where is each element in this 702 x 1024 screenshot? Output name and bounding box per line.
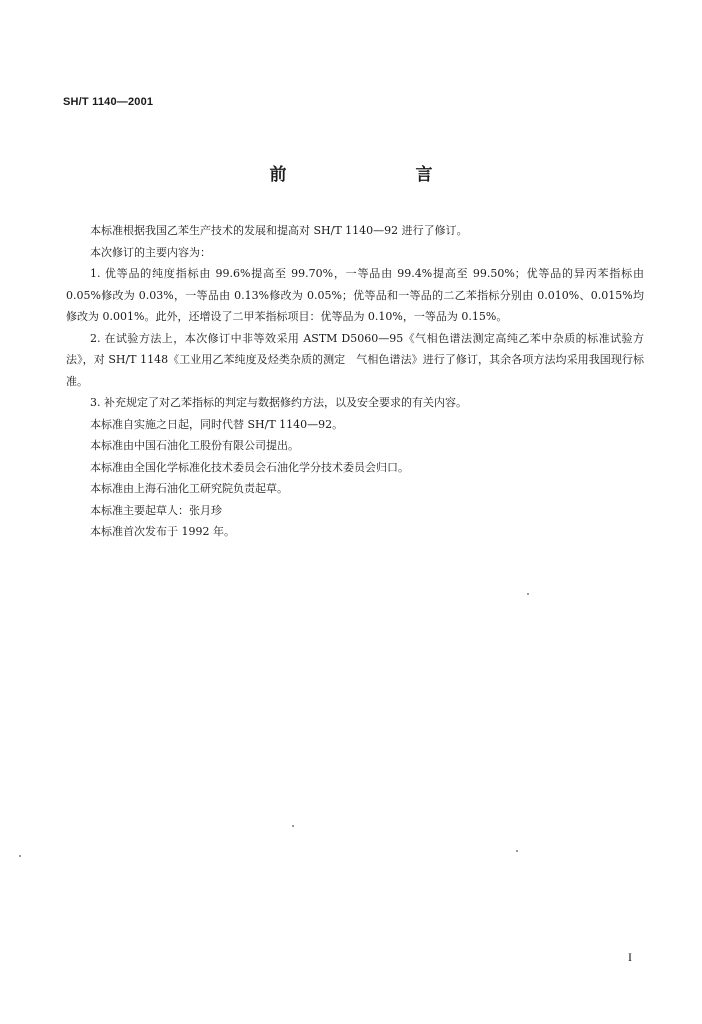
standard-code: SH/T 1140—2001: [63, 96, 154, 108]
paragraph-drafted-by: 本标准由上海石油化工研究院负责起草。: [90, 482, 288, 495]
scan-speck: [19, 855, 21, 857]
paragraph-change-2: 2. 在试验方法上，本次修订中非等效采用 ASTM D5060—95《气相色谱法测定高纯乙苯中杂质的标准试验方法》，对 SH/T 1148《工业用乙苯纯度及烃类杂质的测定 气相色谱法》进行了修订，其余各项方法均采用我国现行标准。: [66, 331, 644, 388]
page-title: 前 言: [269, 165, 489, 185]
paragraph-replaces: 本标准自实施之日起，同时代替 SH/T 1140—92。: [90, 417, 344, 431]
paragraph-main-drafter: 本标准主要起草人：张月珍: [90, 503, 222, 517]
paragraph-managed-by: 本标准由全国化学标准化技术委员会石油化学分技术委员会归口。: [90, 460, 409, 474]
scan-speck: [516, 850, 518, 852]
paragraph-revision-intro: 本标准根据我国乙苯生产技术的发展和提高对 SH/T 1140—92 进行了修订。: [90, 224, 468, 237]
page-number: I: [628, 950, 632, 964]
paragraph-first-published: 本标准首次发布于 1992 年。: [90, 525, 235, 538]
paragraph-change-3: 3. 补充规定了对乙苯指标的判定与数据修约方法，以及安全要求的有关内容。: [90, 396, 467, 409]
paragraph-proposed-by: 本标准由中国石油化工股份有限公司提出。: [90, 439, 299, 452]
paragraph-main-changes-heading: 本次修订的主要内容为：: [90, 245, 211, 259]
scan-speck: [292, 825, 294, 827]
paragraph-change-1: 1. 优等品的纯度指标由 99.6%提高至 99.70%，一等品由 99.4%提高至 99.50%；优等品的异丙苯指标由 0.05%修改为 0.03%，一等品由 0.13%修改为 0.05%；优等品和一等品的二乙苯指标分别由 0.010%、0.015%均修改为 0.001%。此外，还增设了二甲苯指标项目：优等品为 0.10%，一等品为 0.15%。: [66, 267, 644, 323]
body-text: [66, 220, 644, 543]
scan-speck: [527, 593, 529, 595]
